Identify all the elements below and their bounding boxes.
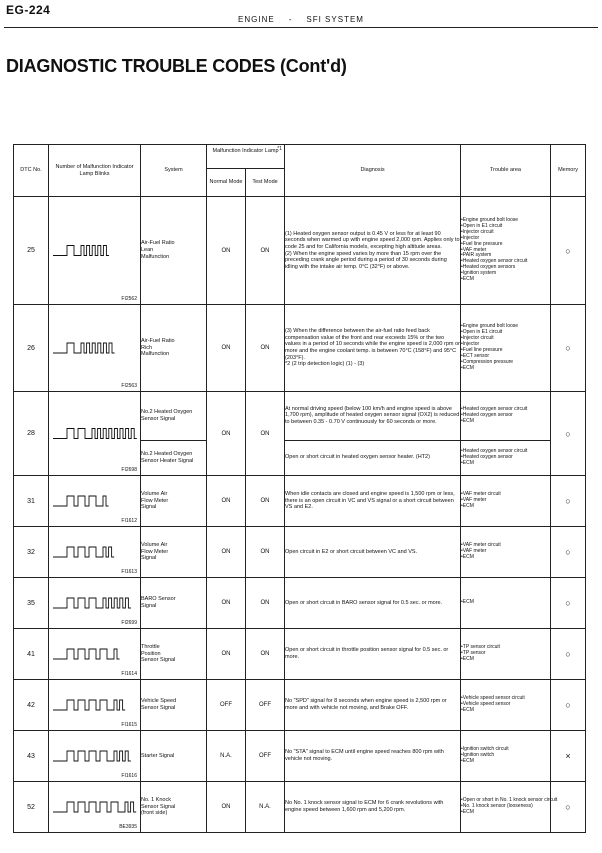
trouble-item: •Open or short in No. 1 knock sensor circuit — [461, 797, 558, 804]
dtc-code: 41 — [14, 629, 49, 680]
table-row — [14, 476, 586, 527]
system-line: Lean — [141, 247, 154, 254]
figure-ref: FI2699 — [121, 620, 137, 626]
diagnosis-text: Open circuit in E2 or short circuit between VC and VS. — [285, 548, 418, 555]
trouble-item: •Heated oxygen sensor — [461, 411, 513, 418]
dtc-code: 32 — [14, 527, 49, 578]
table-row — [14, 629, 586, 680]
blink-waveform — [53, 343, 115, 353]
lamp-test-mode: OFF — [246, 731, 285, 782]
trouble-item: •Vehicle speed sensor — [461, 701, 511, 708]
trouble-item: •ECM — [461, 364, 474, 371]
trouble-item: •Injector — [461, 341, 480, 348]
lamp-normal-mode: ON — [207, 782, 246, 833]
system-name — [141, 392, 207, 441]
memory-indicator: ○ — [551, 305, 586, 392]
system-line: Signal — [141, 555, 157, 562]
trouble-item: •Heated oxygen sensor circuit — [461, 258, 528, 265]
blink-cell — [49, 782, 141, 833]
trouble-item: •Injector circuit — [461, 228, 494, 235]
lamp-test-mode: ON — [246, 578, 285, 629]
lamp-normal-mode: OFF — [207, 680, 246, 731]
diagnosis — [285, 305, 461, 392]
memory-indicator: ○ — [551, 197, 586, 305]
trouble-item: •VAF meter — [461, 497, 487, 504]
diagnosis — [285, 680, 461, 731]
figure-ref: FI1616 — [121, 773, 137, 779]
blink-waveform — [53, 802, 136, 812]
trouble-item: •Ignition switch — [461, 752, 495, 759]
trouble-item: •Open in E1 circuit — [461, 222, 503, 229]
trouble-area — [461, 731, 551, 782]
lamp-test-mode: ON — [246, 392, 285, 476]
system-line: Throttle — [141, 643, 160, 650]
lamp-test-mode: ON — [246, 305, 285, 392]
trouble-area — [461, 680, 551, 731]
col-mil — [207, 145, 285, 169]
col-system: System — [141, 145, 207, 197]
system-line: No.2 Heated Oxygen Sensor Heater Signal — [141, 450, 194, 464]
memory-indicator: ○ — [551, 629, 586, 680]
lamp-test-mode: ON — [246, 527, 285, 578]
col-test-mode: Test Mode — [246, 169, 285, 197]
trouble-item: •No. 1 knock sensor (looseness) — [461, 803, 533, 810]
blink-cell — [49, 680, 141, 731]
lamp-test-mode: OFF — [246, 680, 285, 731]
trouble-item: •VAF meter — [461, 246, 487, 253]
figure-ref: FI2563 — [121, 383, 137, 389]
figure-ref: FI1612 — [121, 518, 137, 524]
dtc-code: 52 — [14, 782, 49, 833]
system-line: Vehicle Speed — [141, 698, 177, 705]
trouble-item: •Vehicle speed sensor circuit — [461, 695, 525, 702]
lamp-normal-mode: ON — [207, 527, 246, 578]
blink-waveform — [53, 246, 109, 256]
trouble-item: •ECM — [461, 757, 474, 764]
blink-cell — [49, 578, 141, 629]
trouble-item: •TP sensor — [461, 650, 486, 657]
diagnosis — [285, 578, 461, 629]
trouble-item: •PAIR system — [461, 252, 492, 259]
system-line: Malfunction — [141, 253, 170, 260]
trouble-area — [461, 392, 551, 441]
trouble-item: •ECT sensor — [461, 352, 490, 359]
system-name — [141, 305, 207, 392]
diagnosis-text: (2) When the engine speed varies by more than 15 rpm over the preceding crank angle period during a period of 30 seconds during idling with the intake air temp. 0°C (32°F) or above. — [285, 250, 447, 270]
lamp-normal-mode: ON — [207, 392, 246, 476]
figure-ref: BE3935 — [119, 824, 137, 830]
table-row — [14, 680, 586, 731]
trouble-item: •Heated oxygen sensor circuit — [461, 405, 528, 412]
dtc-code: 28 — [14, 392, 49, 476]
trouble-item: •Ignition system — [461, 270, 497, 277]
dtc-code: 35 — [14, 578, 49, 629]
table-row — [14, 731, 586, 782]
system-line: Signal — [141, 504, 157, 511]
trouble-item: •VAF meter — [461, 548, 487, 555]
col-mil-label: Malfunction Indicator Lamp — [212, 147, 279, 154]
trouble-area — [461, 782, 558, 833]
blink-cell — [49, 476, 141, 527]
lamp-normal-mode: ON — [207, 305, 246, 392]
blink-waveform — [53, 429, 137, 439]
system-name — [141, 440, 207, 475]
blink-waveform — [53, 751, 131, 761]
lamp-test-mode: ON — [246, 629, 285, 680]
diagnosis-text: Open or short circuit in throttle position sensor signal for 0.5 sec. or more. — [285, 647, 449, 660]
trouble-item: •Fuel line pressure — [461, 240, 503, 247]
diagnosis — [285, 392, 461, 441]
dtc-code: 26 — [14, 305, 49, 392]
figure-ref: FI1613 — [121, 569, 137, 575]
system-line: Sensor Signal — [141, 657, 176, 664]
trouble-item: •Compression pressure — [461, 358, 514, 365]
trouble-item: •ECM — [461, 655, 474, 662]
lamp-normal-mode: ON — [207, 476, 246, 527]
blink-waveform — [53, 547, 114, 557]
dtc-code: 31 — [14, 476, 49, 527]
page-id: EG-224 — [6, 3, 51, 17]
trouble-item: •ECM — [461, 706, 474, 713]
lamp-normal-mode: ON — [207, 197, 246, 305]
trouble-item: •ECM — [461, 599, 474, 606]
col-diagnosis: Diagnosis — [285, 145, 461, 197]
table-row — [14, 578, 586, 629]
memory-indicator: ○ — [551, 527, 586, 578]
trouble-item: •ECM — [461, 417, 474, 424]
trouble-area — [461, 527, 551, 578]
trouble-area — [461, 197, 551, 305]
diagnosis — [285, 527, 461, 578]
blink-pattern-icon — [49, 392, 141, 475]
blink-cell — [49, 305, 141, 392]
blink-cell — [49, 197, 141, 305]
figure-ref: FI2562 — [121, 296, 137, 302]
blink-waveform — [53, 700, 125, 710]
diagnosis-text: (3) When the difference between the air-fuel ratio feed back compensation value of the front and rear exceeds 15% or the two values in a period of 10 seconds while the engine speed is 2,000 rpm or more and the engine coolant temp. is between 70°C (158°F) and 95°C (203°F). — [285, 328, 460, 361]
dtc-code: 42 — [14, 680, 49, 731]
trouble-item: •VAF meter circuit — [461, 491, 501, 498]
col-trouble: Trouble area — [461, 145, 551, 197]
dtc-table — [13, 144, 586, 833]
blink-pattern-icon — [49, 197, 141, 304]
diagnosis-text: *2 (2 trip detection logic) (1) - (3) — [285, 361, 365, 368]
memory-indicator: × — [551, 731, 586, 782]
table-row — [14, 197, 586, 305]
trouble-item: •Heated oxygen sensor — [461, 453, 513, 460]
system-name — [141, 476, 207, 527]
system-line: Sensor Signal — [141, 803, 176, 810]
memory-indicator: ○ — [551, 392, 586, 476]
blink-cell — [49, 731, 141, 782]
table-row — [14, 527, 586, 578]
diagnosis — [285, 731, 461, 782]
system-name — [141, 680, 207, 731]
section-separator: - — [288, 15, 293, 24]
col-memory: Memory — [551, 145, 586, 197]
table-row — [14, 392, 586, 441]
blink-waveform — [53, 649, 120, 659]
diagnosis-text: When idle contacts are closed and engine speed is 1,500 rpm or less, there is an open circuit in VC and VS signal or a short circuit between VS and E2. — [285, 491, 455, 511]
system-line: Malfunction — [141, 351, 170, 358]
col-normal-mode: Normal Mode — [207, 169, 246, 197]
figure-ref: FI1614 — [121, 671, 137, 677]
trouble-item: •Engine ground bolt loose — [461, 217, 519, 224]
col-mil-note: *1 — [277, 145, 283, 152]
system-line: Flow Meter — [141, 497, 169, 504]
system-name — [141, 731, 207, 782]
system-line: Volume Air — [141, 490, 168, 497]
trouble-item: •Ignition switch circuit — [461, 746, 509, 753]
system-name — [141, 197, 207, 305]
system-line: No.2 Heated Oxygen Sensor Signal — [141, 408, 193, 422]
trouble-item: •ECM — [461, 502, 474, 509]
diagnosis — [285, 197, 461, 305]
dtc-table-body — [14, 197, 586, 833]
dtc-code: 43 — [14, 731, 49, 782]
diagnosis-text: Open or short circuit in BARO sensor signal for 0.5 sec. or more. — [285, 599, 443, 606]
system-line: Air-Fuel Ratio — [141, 337, 175, 344]
diagnosis-text: At normal driving speed (below 100 km/h and engine speed is above 1,700 rpm), amplitude of heated oxygen sensor signal (OX2) is reduced to between 0.35 - 0.70 V continuously for 60 seconds or more. — [285, 405, 460, 426]
memory-indicator: ○ — [551, 476, 586, 527]
trouble-item: •Injector — [461, 234, 480, 241]
diagnosis-text: No "SPD" signal for 8 seconds when engine speed is 2,500 rpm or more and with vehicle not moving, and Brake OFF. — [285, 698, 447, 711]
trouble-item: •ECM — [461, 808, 474, 815]
trouble-item: •Injector circuit — [461, 335, 494, 342]
diagnosis-text: (1) Heated oxygen sensor output is 0.45 V or less for at least 90 seconds when warmed up with engine speed 2,000 rpm. Applies only to code 25 and for California models, excepting high altitude areas. — [285, 230, 460, 250]
lamp-test-mode: N.A. — [246, 782, 285, 833]
trouble-item: •Engine ground bolt loose — [461, 323, 519, 330]
col-dtc: DTC No. — [14, 145, 49, 197]
trouble-item: •ECM — [461, 553, 474, 560]
diagnosis — [285, 476, 461, 527]
diagnosis-text: Open or short circuit in heated oxygen sensor heater. (HT2) — [285, 454, 430, 461]
section-header — [0, 15, 602, 24]
lamp-test-mode: ON — [246, 476, 285, 527]
system-name — [141, 527, 207, 578]
trouble-item: •Fuel line pressure — [461, 347, 503, 353]
system-line: (front side) — [141, 810, 168, 817]
system-line: Starter Signal — [141, 752, 175, 759]
system-name — [141, 629, 207, 680]
system-line: Flow Meter — [141, 548, 169, 555]
diagnosis-text: No No. 1 knock sensor signal to ECM for 6 crank revolutions with engine speed between 1,600 rpm and 5,200 rpm. — [285, 800, 444, 813]
section-right: SFI SYSTEM — [306, 15, 364, 24]
dtc-code: 25 — [14, 197, 49, 305]
lamp-normal-mode: ON — [207, 578, 246, 629]
memory-indicator: ○ — [551, 578, 586, 629]
blink-cell — [49, 392, 141, 476]
table-row — [14, 782, 586, 833]
trouble-item: •VAF meter circuit — [461, 542, 501, 549]
page-title: DIAGNOSTIC TROUBLE CODES (Cont'd) — [6, 56, 347, 76]
system-line: Signal — [141, 603, 157, 609]
system-line: Sensor Signal — [141, 705, 176, 711]
lamp-normal-mode: ON — [207, 629, 246, 680]
diagnosis — [285, 782, 461, 833]
blink-waveform — [53, 496, 109, 506]
memory-indicator: ○ — [551, 680, 586, 731]
system-line: Volume Air — [141, 541, 168, 548]
col-blinks: Number of Malfunction Indicator Lamp Blinks — [49, 145, 141, 197]
diagnosis-text: No "STA" signal to ECM until engine speed reaches 800 rpm with vehicle not moving. — [285, 749, 444, 762]
trouble-area — [461, 476, 551, 527]
trouble-area — [461, 305, 551, 392]
system-line: Position — [141, 650, 161, 657]
trouble-item: •Heated oxygen sensors — [461, 264, 516, 271]
trouble-item: •Heated oxygen sensor circuit — [461, 447, 528, 454]
trouble-area — [461, 629, 551, 680]
trouble-area — [461, 578, 551, 629]
lamp-test-mode: ON — [246, 197, 285, 305]
memory-indicator: ○ — [551, 782, 586, 833]
table-row — [14, 305, 586, 392]
trouble-area — [461, 440, 551, 475]
trouble-item: •ECM — [461, 459, 474, 466]
trouble-item: •Open in E1 circuit — [461, 329, 503, 336]
diagnosis — [285, 440, 461, 475]
system-line: No. 1 Knock — [141, 796, 171, 803]
trouble-item: •TP sensor circuit — [461, 644, 500, 651]
trouble-item: •ECM — [461, 276, 474, 282]
system-name — [141, 578, 207, 629]
blink-waveform — [53, 598, 131, 608]
system-name — [141, 782, 207, 833]
blink-cell — [49, 527, 141, 578]
diagnosis — [285, 629, 461, 680]
blink-pattern-icon — [49, 305, 141, 391]
header-rule — [4, 27, 598, 28]
lamp-normal-mode: N.A. — [207, 731, 246, 782]
system-line: BARO Sensor — [141, 596, 176, 603]
section-left: ENGINE — [238, 15, 275, 24]
figure-ref: FI2698 — [121, 467, 137, 473]
blink-cell — [49, 629, 141, 680]
figure-ref: FI1615 — [121, 722, 137, 728]
system-line: Rich — [141, 344, 153, 351]
system-line: Air-Fuel Ratio — [141, 240, 175, 247]
